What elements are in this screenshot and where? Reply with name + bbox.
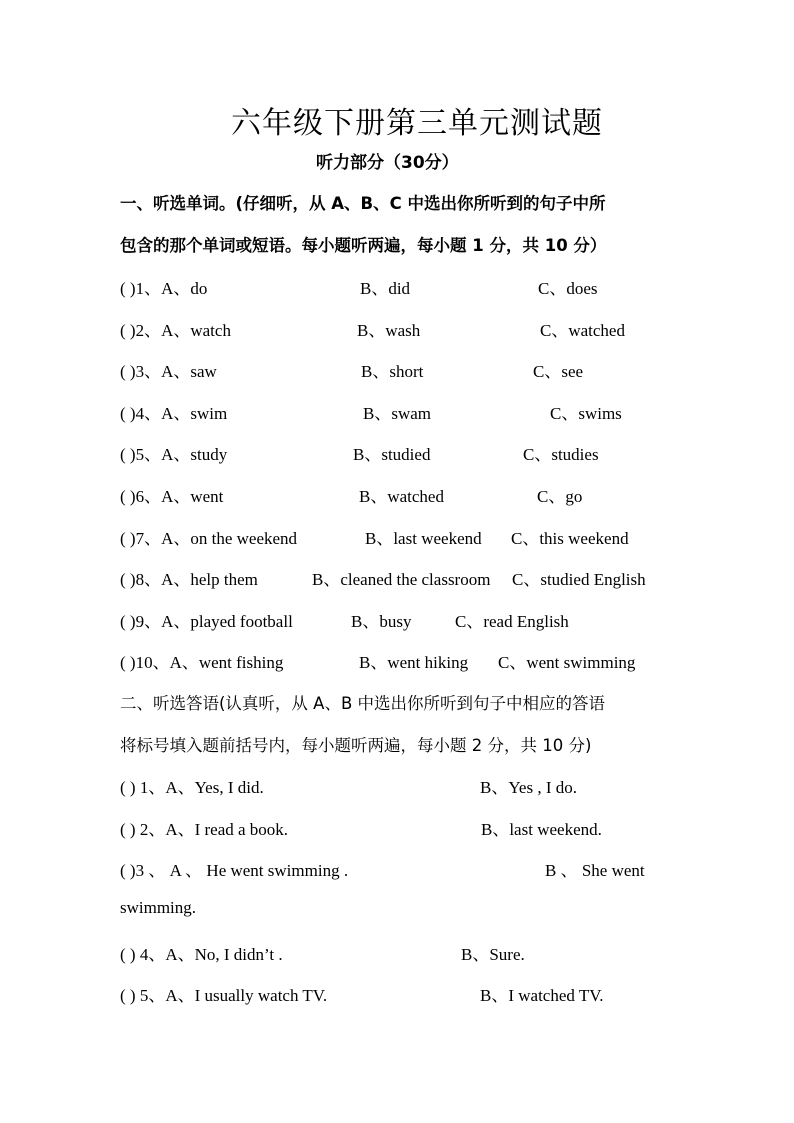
section1-instruction-line1: 一、听选单词。(仔细听，从 A、B、C 中选出你所听到的句子中所 (120, 194, 606, 213)
q7-option-c: C、this weekend (511, 529, 629, 548)
s2-q4-option-b: B、Sure. (461, 945, 525, 964)
q2-option-a: ( )2、A、watch (120, 321, 231, 340)
s2-q2-option-b: B、last weekend. (481, 820, 602, 839)
page-subtitle: 听力部分（30分） (316, 153, 459, 173)
q1-option-a: ( )1、A、do (120, 279, 208, 298)
q6-option-a: ( )6、A、went (120, 487, 224, 506)
q1-option-b: B、did (360, 279, 411, 298)
s2-q1-option-b: B、Yes , I do. (480, 778, 577, 797)
page-title: 六年级下册第三单元测试题 (231, 107, 603, 140)
section2-instruction-line2: 将标号填入题前括号内，每小题听两遍，每小题 2 分，共 10 分) (120, 736, 592, 755)
q8-option-c: C、studied English (512, 570, 646, 589)
q8-option-b: B、cleaned the classroom (312, 570, 491, 589)
q3-option-a: ( )3、A、saw (120, 362, 217, 381)
q10-option-a: ( )10、A、went fishing (120, 653, 284, 672)
q1-option-c: C、does (538, 279, 598, 298)
q4-option-b: B、swam (363, 404, 431, 423)
q5-option-b: B、studied (353, 445, 431, 464)
q7-option-a: ( )7、A、on the weekend (120, 529, 298, 548)
s2-q3-continuation: swimming. (120, 898, 197, 917)
q2-option-c: C、watched (540, 321, 625, 340)
q6-option-b: B、watched (359, 487, 444, 506)
s2-q4-option-a: ( ) 4、A、No, I didn’t . (120, 945, 283, 964)
q9-option-a: ( )9、A、played football (120, 612, 293, 631)
q5-option-c: C、studies (523, 445, 599, 464)
q4-option-c: C、swims (550, 404, 622, 423)
s2-q2-option-a: ( ) 2、A、I read a book. (120, 820, 289, 839)
q3-option-b: B、short (361, 362, 424, 381)
s2-q1-option-a: ( ) 1、A、Yes, I did. (120, 778, 264, 797)
q10-option-c: C、went swimming (498, 653, 636, 672)
section1-instruction-line2: 包含的那个单词或短语。每小题听两遍，每小题 1 分，共 10 分） (120, 236, 607, 255)
q7-option-b: B、last weekend (365, 529, 482, 548)
q9-option-b: B、busy (351, 612, 412, 631)
section2-instruction-line1 (120, 690, 605, 714)
q6-option-c: C、go (537, 487, 583, 506)
q2-option-b: B、wash (357, 321, 421, 340)
s2-q3-option-b: B 、 She went (545, 861, 645, 880)
s2-q3-option-a: ( )3 、 A 、 He went swimming . (120, 861, 349, 880)
q10-option-b: B、went hiking (359, 653, 469, 672)
s2-q5-option-b: B、I watched TV. (480, 986, 604, 1005)
q8-option-a: ( )8、A、help them (120, 570, 258, 589)
q3-option-c: C、see (533, 362, 584, 381)
s2-q5-option-a: ( ) 5、A、I usually watch TV. (120, 986, 328, 1005)
q9-option-c: C、read English (455, 612, 569, 631)
q5-option-a: ( )5、A、study (120, 445, 228, 464)
q4-option-a: ( )4、A、swim (120, 404, 228, 423)
section2-instruction-line1-text: 二、听选答语(认真听，从 A、B 中选出你所听到句子中相应的答语 (120, 694, 606, 713)
